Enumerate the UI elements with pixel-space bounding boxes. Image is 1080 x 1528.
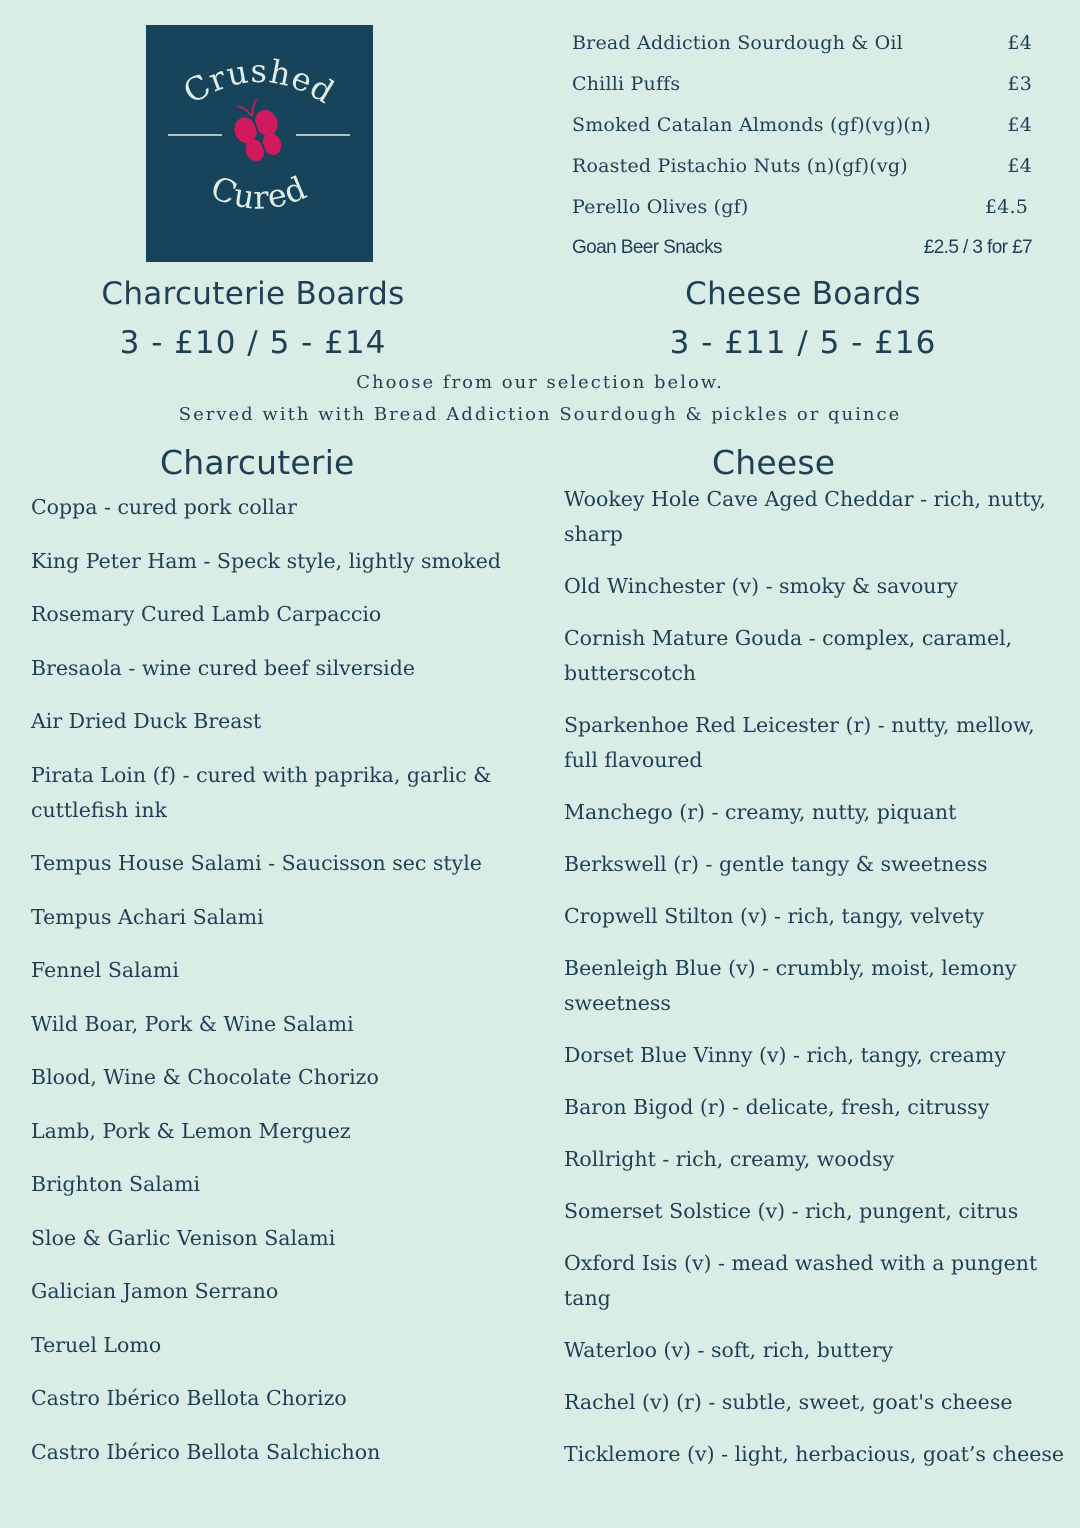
snack-price: £3 [1007, 72, 1032, 95]
logo-text-bottom: Cured [205, 168, 313, 217]
list-item: Somerset Solstice (v) - rich, pungent, citrus [564, 1199, 1019, 1223]
list-item: Rollright - rich, creamy, woodsy [564, 1147, 895, 1171]
list-item: Beenleigh Blue (v) - crumbly, moist, lemony sweetness [564, 956, 1017, 1015]
snack-item [572, 104, 1034, 145]
list-item: Coppa - cured pork collar [31, 495, 297, 519]
list-item: Teruel Lomo [31, 1332, 162, 1357]
list-item: Berkswell (r) - gentle tangy & sweetness [564, 852, 988, 876]
list-item: Old Winchester (v) - smoky & savoury [564, 574, 958, 598]
list-item: Baron Bigod (r) - delicate, fresh, citrussy [564, 1095, 990, 1119]
list-item: Castro Ibérico Bellota Chorizo [31, 1386, 347, 1410]
cheese-list [564, 482, 1064, 1489]
snacks-list [572, 22, 1034, 268]
charcuterie-heading: Charcuterie [160, 443, 355, 482]
snack-name: Goan Beer Snacks [572, 236, 722, 258]
snack-price: £2.5 / 3 for £7 [923, 236, 1032, 258]
snack-item [572, 227, 1034, 268]
snack-name: Perello Olives (gf) [572, 195, 749, 218]
list-item: Castro Ibérico Bellota Salchichon [31, 1439, 381, 1464]
logo-text-top: Crushed [176, 51, 342, 112]
list-item: Cropwell Stilton (v) - rich, tangy, velvety [564, 904, 985, 928]
snack-name: Roasted Pistachio Nuts (n)(gf)(vg) [572, 154, 908, 177]
list-item: Oxford Isis (v) - mead washed with a pungent tang [564, 1251, 1038, 1310]
list-item: Pirata Loin (f) - cured with paprika, garlic & cuttlefish ink [31, 762, 492, 822]
list-item: Blood, Wine & Chocolate Chorizo [31, 1065, 379, 1089]
list-item: Dorset Blue Vinny (v) - rich, tangy, creamy [564, 1043, 1006, 1067]
snack-item [572, 186, 1034, 227]
snack-name: Chilli Puffs [572, 72, 681, 95]
list-item: King Peter Ham - Speck style, lightly smoked [31, 548, 501, 573]
logo [146, 25, 373, 262]
served-with-note: Served with with Bread Addiction Sourdough & pickles or quince [178, 404, 902, 425]
cheese-boards-price: 3 - £11 / 5 - £16 [669, 325, 937, 361]
snack-item [572, 145, 1034, 186]
list-item: Rachel (v) (r) - subtle, sweet, goat's cheese [564, 1390, 1013, 1414]
snack-item [572, 22, 1034, 63]
list-item: Sloe & Garlic Venison Salami [31, 1225, 336, 1250]
charcuterie-boards-title: Charcuterie Boards [101, 276, 405, 312]
charcuterie-boards-price: 3 - £10 / 5 - £14 [119, 325, 387, 361]
list-item: Air Dried Duck Breast [31, 709, 262, 733]
list-item: Tempus House Salami - Saucisson sec style [31, 851, 482, 875]
snack-price: £4.5 [984, 195, 1028, 218]
snack-price: £4 [1007, 113, 1032, 136]
list-item: Cornish Mature Gouda - complex, caramel, butterscotch [564, 626, 1013, 685]
list-item: Manchego (r) - creamy, nutty, piquant [564, 800, 957, 824]
cheese-boards-title: Cheese Boards [685, 276, 921, 312]
list-item: Brighton Salami [31, 1172, 201, 1196]
list-item: Tempus Achari Salami [31, 904, 264, 929]
snack-item [572, 63, 1034, 104]
list-item: Sparkenhoe Red Leicester (r) - nutty, mellow, full flavoured [564, 713, 1035, 772]
snack-name: Bread Addiction Sourdough & Oil [572, 31, 903, 54]
snack-price: £4 [1007, 154, 1032, 177]
snack-name: Smoked Catalan Almonds (gf)(vg)(n) [572, 113, 931, 136]
list-item: Lamb, Pork & Lemon Merguez [31, 1118, 351, 1143]
list-item: Galician Jamon Serrano [31, 1279, 279, 1303]
butterfly-icon [227, 96, 288, 166]
list-item: Waterloo (v) - soft, rich, buttery [564, 1338, 894, 1362]
cheese-heading: Cheese [712, 443, 836, 482]
snack-price: £4 [1007, 31, 1032, 54]
list-item: Wild Boar, Pork & Wine Salami [31, 1011, 354, 1036]
list-item: Ticklemore (v) - light, herbacious, goat’s cheese [564, 1442, 1064, 1466]
list-item: Bresaola - wine cured beef silverside [31, 655, 415, 680]
selection-note: Choose from our selection below. [356, 372, 724, 393]
list-item: Rosemary Cured Lamb Carpaccio [31, 602, 382, 626]
list-item: Wookey Hole Cave Aged Cheddar - rich, nutty, sharp [564, 487, 1046, 546]
list-item: Fennel Salami [31, 958, 179, 982]
charcuterie-list [31, 490, 551, 1488]
